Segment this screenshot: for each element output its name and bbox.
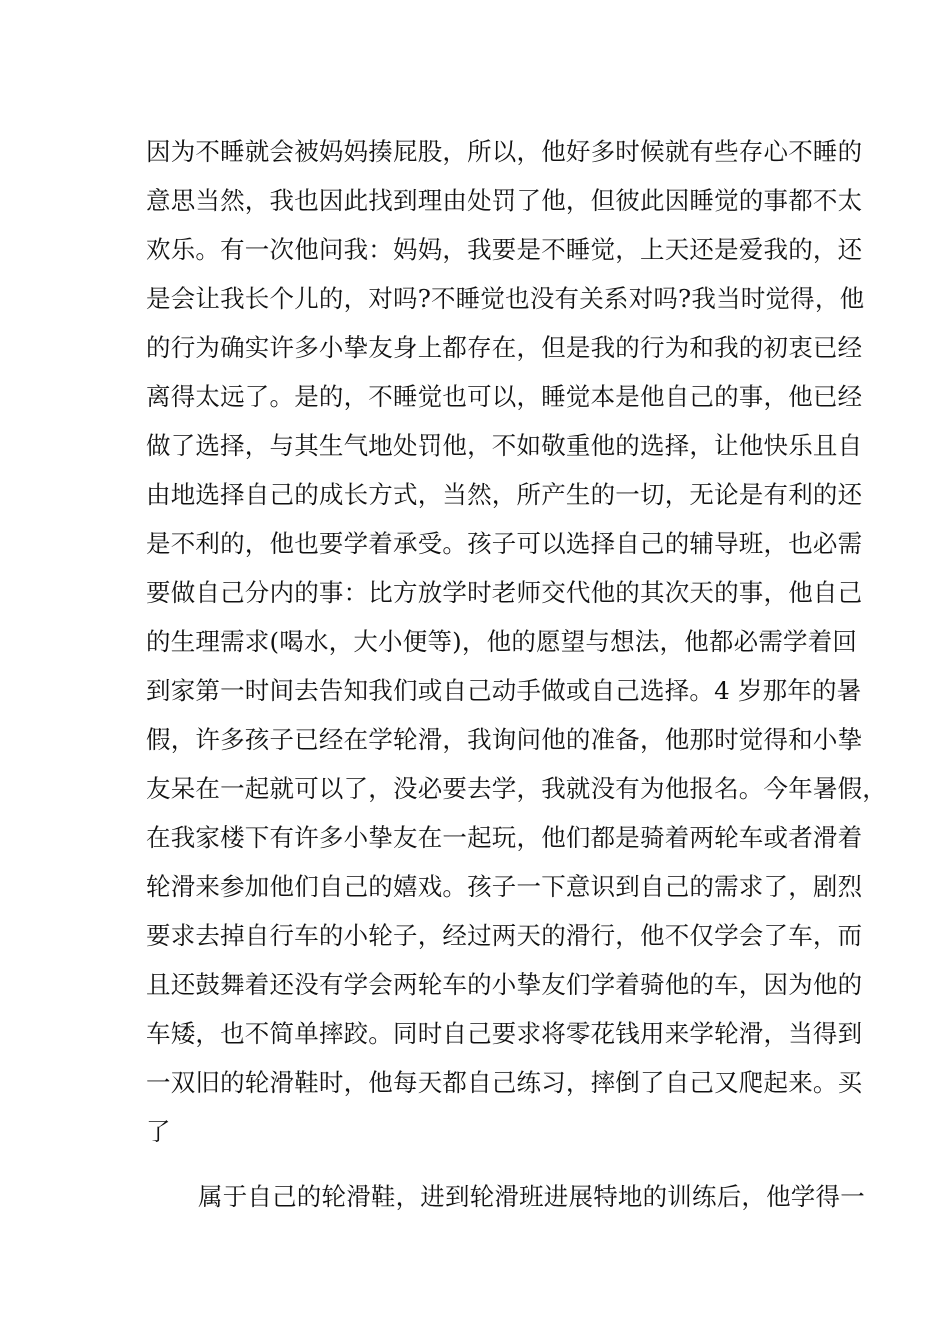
text-line: 因为不睡就会被妈妈揍屁股，所以，他好多时候就有些存心不睡的	[146, 137, 863, 166]
text-line: 是不利的，他也要学着承受。孩子可以选择自己的辅导班，也必需	[146, 529, 863, 558]
text-line: 由地选择自己的成长方式，当然，所产生的一切，无论是有利的还	[146, 480, 863, 509]
text-line: 要求去掉自行车的小轮子，经过两天的滑行，他不仅学会了车，而	[146, 921, 863, 950]
text-line: 意思当然，我也因此找到理由处罚了他，但彼此因睡觉的事都不太	[146, 186, 863, 215]
text-line: 是会让我长个儿的，对吗?不睡觉也没有关系对吗?我当时觉得，他	[146, 284, 865, 313]
text-line: 要做自己分内的事：比方放学时老师交代他的其次天的事，他自己	[146, 578, 863, 607]
text-line: 在我家楼下有许多小挚友在一起玩，他们都是骑着两轮车或者滑着	[146, 823, 863, 852]
paragraph-first-line: 属于自己的轮滑鞋，进到轮滑班进展特地的训练后，他学得一	[198, 1182, 865, 1211]
text-line: 离得太远了。是的，不睡觉也可以，睡觉本是他自己的事，他已经	[146, 382, 863, 411]
text-line: 车矮，也不简单摔跤。同时自己要求将零花钱用来学轮滑，当得到	[146, 1019, 863, 1048]
text-line: 的行为确实许多小挚友身上都存在，但是我的行为和我的初衷已经	[146, 333, 863, 362]
text-line: 到家第一时间去告知我们或自己动手做或自己选择。4 岁那年的暑	[146, 676, 862, 705]
text-line: 欢乐。有一次他问我：妈妈，我要是不睡觉，上天还是爱我的，还	[146, 235, 863, 264]
text-line: 且还鼓舞着还没有学会两轮车的小挚友们学着骑他的车，因为他的	[146, 970, 863, 999]
text-line: 假，许多孩子已经在学轮滑，我询问他的准备，他那时觉得和小挚	[146, 725, 863, 754]
text-line: 了	[146, 1117, 171, 1146]
text-line: 友呆在一起就可以了，没必要去学，我就没有为他报名。今年暑假，	[146, 774, 887, 803]
text-line: 轮滑来参加他们自己的嬉戏。孩子一下意识到自己的需求了，剧烈	[146, 872, 863, 901]
text-line: 一双旧的轮滑鞋时，他每天都自己练习，摔倒了自己又爬起来。买	[146, 1068, 863, 1097]
text-line: 做了选择，与其生气地处罚他，不如敬重他的选择，让他快乐且自	[146, 431, 863, 460]
text-line: 的生理需求(喝水，大小便等)，他的愿望与想法，他都必需学着回	[146, 627, 858, 656]
